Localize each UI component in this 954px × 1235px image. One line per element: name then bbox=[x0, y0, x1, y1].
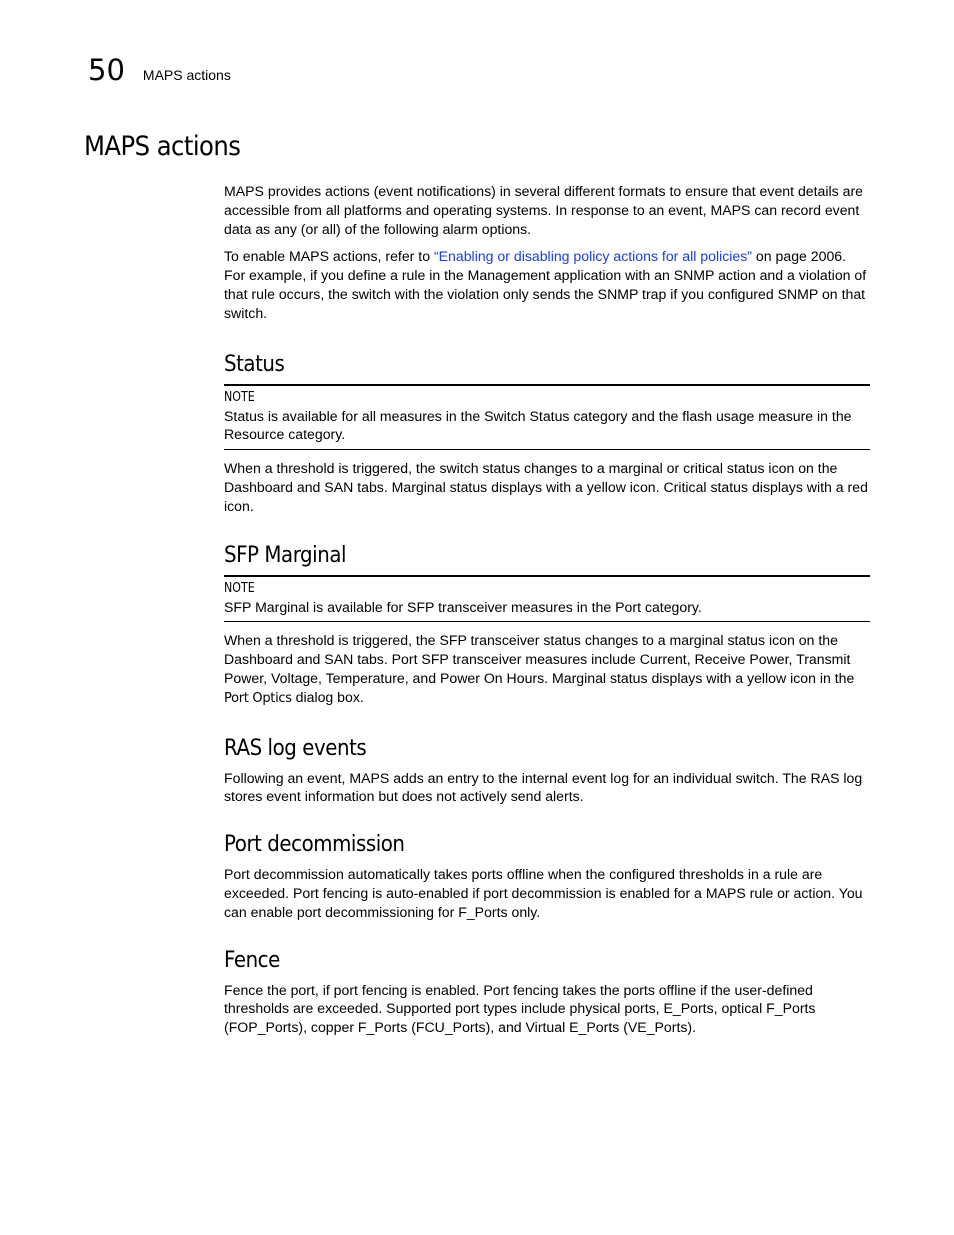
sfp-body-text-end: dialog box. bbox=[291, 688, 364, 705]
note-box-sfp-marginal bbox=[224, 575, 870, 623]
ui-term-port-optics: Port Optics bbox=[224, 690, 292, 706]
chapter-title: MAPS actions bbox=[84, 131, 241, 162]
intro-paragraph-1: MAPS provides actions (event notifications) in several different formats to ensure that event details are accessible from all platforms and operating systems. In response to an event, MAPS can record event data as any (or all) of the following alarm options. bbox=[224, 183, 863, 237]
intro-text-before-link: To enable MAPS actions, refer to bbox=[224, 248, 434, 265]
section-body-ras-log: Following an event, MAPS adds an entry to the internal event log for an individual switch. The RAS log stores event information but does not actively send alerts. bbox=[224, 769, 863, 805]
section-heading-fence: Fence bbox=[224, 947, 280, 973]
section-heading-sfp-marginal: SFP Marginal bbox=[224, 542, 347, 568]
page-header bbox=[88, 54, 231, 86]
note-box-status bbox=[224, 384, 870, 451]
section-body-fence: Fence the port, if port fencing is enabled. Port fencing takes the ports offline if the user-defined thresholds are exceeded. Supported port types include physical ports, E_Ports, optical F_Ports (FOP_Ports), copper F_Ports (FCU_Ports), and Virtual E_Ports (VE_Ports). bbox=[224, 981, 816, 1036]
intro-text-after-link: on page 2006. For example, if you define a rule in the Management application with an SNMP action and a violation of that rule occurs, the switch with the violation only sends the SNMP trap if you configured SNMP on that switch. bbox=[224, 248, 867, 321]
section-body-sfp-marginal bbox=[224, 631, 870, 708]
page-number: 50 bbox=[88, 53, 125, 87]
cross-reference-link[interactable]: “Enabling or disabling policy actions for all policies” bbox=[433, 248, 753, 265]
note-text: Status is available for all measures in the Switch Status category and the flash usage measure in the Resource category. bbox=[224, 407, 852, 443]
running-title: MAPS actions bbox=[142, 67, 231, 83]
intro-paragraph-2 bbox=[224, 247, 870, 322]
sfp-body-text: When a threshold is triggered, the SFP transceiver status changes to a marginal status icon on the Dashboard and SAN tabs. Port SFP transceiver measures include Current, Receive Power, Transmit Power, Voltage, Temperature, and Power On Hours. Marginal status displays with a yellow icon in the bbox=[224, 632, 855, 686]
note-text: SFP Marginal is available for SFP transceiver measures in the Port category. bbox=[224, 598, 702, 615]
section-body-port-decommission: Port decommission automatically takes ports offline when the configured thresholds in a rule are exceeded. Port fencing is auto-enabled if port decommission is enabled for a MAPS rule or action. You can enable port decommissioning for F_Ports only. bbox=[224, 866, 863, 920]
section-body-status: When a threshold is triggered, the switch status changes to a marginal or critical status icon on the Dashboard and SAN tabs. Marginal status displays with a yellow icon. Critical status displays with a red icon. bbox=[224, 460, 868, 514]
section-heading-port-decommission: Port decommission bbox=[224, 832, 405, 858]
note-label: NOTE bbox=[224, 580, 255, 596]
section-heading-status: Status bbox=[224, 351, 285, 377]
section-heading-ras-log: RAS log events bbox=[224, 735, 367, 761]
main-content bbox=[224, 182, 870, 1037]
note-label: NOTE bbox=[224, 389, 255, 405]
